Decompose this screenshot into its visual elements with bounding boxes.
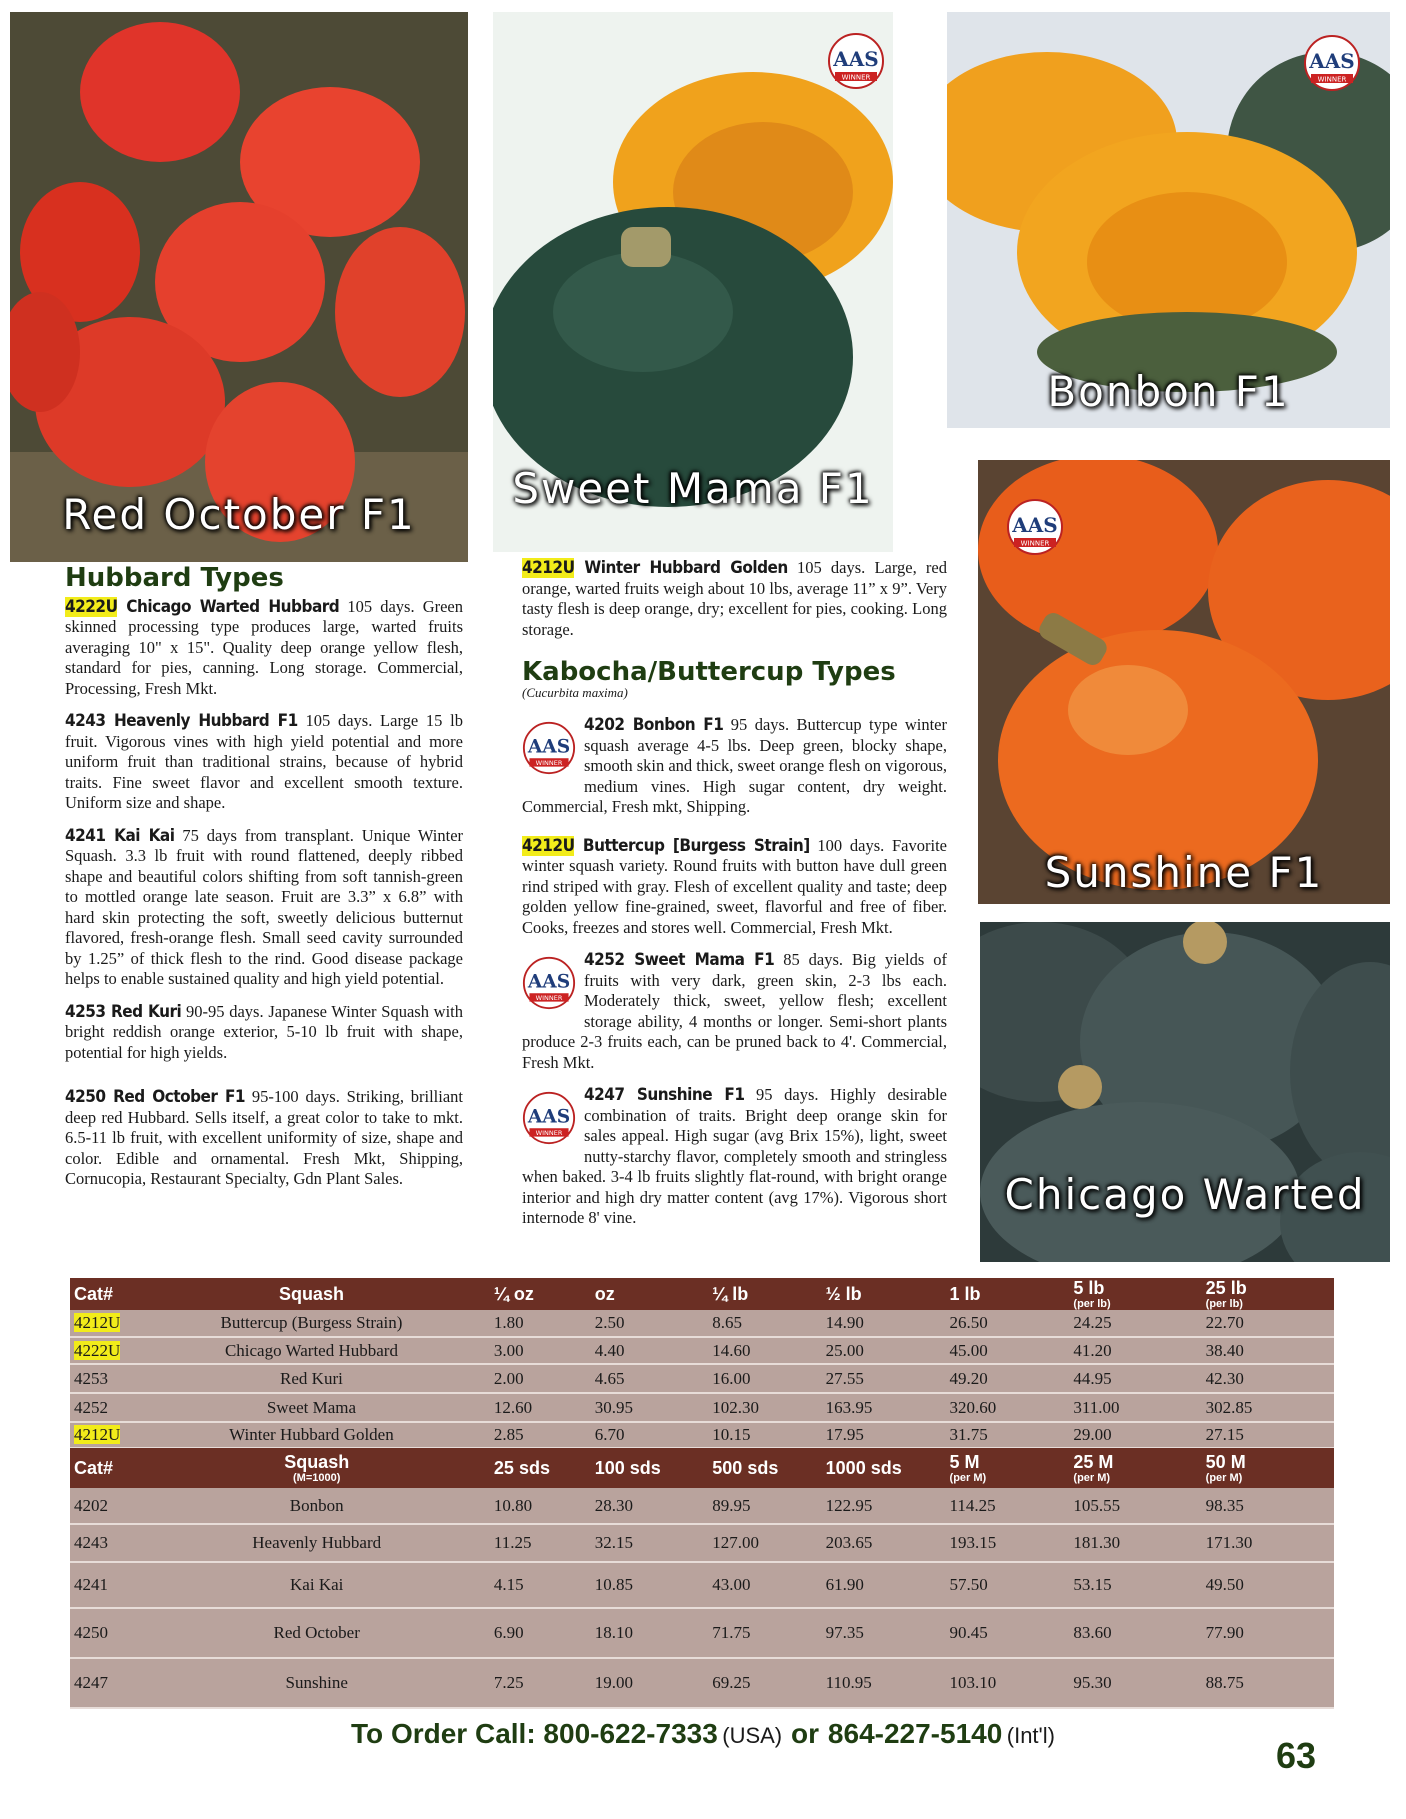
- aas-winner-icon: [522, 956, 576, 1010]
- column-header: oz: [594, 1283, 615, 1304]
- page-number: 63: [1276, 1735, 1317, 1776]
- column-header: 25 lb (per lb): [1205, 1278, 1247, 1310]
- column-header: 50 M (per M): [1205, 1452, 1246, 1484]
- catalog-number: 4202: [584, 715, 625, 735]
- variety-description: 105 days. Large 15 lb fruit. Vigorous vines with high yield potential and more uniform fruit than traditional strains, because of hybrid traits. Fine sweet flavor and excellent smooth texture. Uniform size and shape.: [65, 711, 463, 812]
- column-header: 25 M (per M): [1073, 1452, 1114, 1484]
- entry-4250: [65, 1087, 463, 1190]
- entry-4241: [65, 826, 463, 990]
- photo-caption: Sunshine F1: [1044, 848, 1324, 897]
- photo-bonbon: [947, 12, 1390, 428]
- table-header-row: [70, 1448, 1334, 1488]
- svg-text:AAS: AAS: [833, 47, 879, 71]
- column-header: 25 sds: [493, 1457, 550, 1478]
- catalog-number: 4253: [65, 1001, 106, 1022]
- column-header: 1000 sds: [825, 1457, 902, 1478]
- table-row: 4250 Red October 6.90 18.10 71.75 97.35 90.45 83.60 77.90: [70, 1608, 1334, 1658]
- entry-4252: [522, 950, 947, 1073]
- order-phone-intl: 864-227-5140: [827, 1718, 1003, 1749]
- table-row: 4252 Sweet Mama 12.60 30.95 102.30 163.95 320.60 311.00 302.85: [70, 1393, 1334, 1422]
- variety-name: Red October F1: [113, 1087, 246, 1107]
- variety-description: 105 days. Large, red orange, warted fruits weigh about 10 lbs, average 11” x 9”. Very tasty flesh is deep orange, dry; excellent for pies, cooking. Long storage.: [522, 558, 947, 639]
- column-header: 5 M (per M): [949, 1452, 987, 1484]
- kabocha-section: [522, 558, 947, 1241]
- variety-description: 95-100 days. Striking, brilliant deep red Hubbard. Sells itself, a great color to take to mkt. 6.5-11 lb fruit, with excellent uniformity of size, shape and color. Edible and ornamental. Fresh Mkt, Shipping, Cornucopia, Restaurant Specialty, Gdn Plant Sales.: [65, 1087, 463, 1188]
- photo-chicago-warted: [980, 922, 1390, 1262]
- aas-winner-icon: [1006, 498, 1064, 556]
- variety-name: Winter Hubbard Golden: [584, 558, 788, 578]
- usa-label: (USA): [722, 1723, 783, 1748]
- svg-text:WINNER: WINNER: [841, 73, 871, 82]
- svg-text:WINNER: WINNER: [535, 759, 563, 768]
- svg-text:WINNER: WINNER: [535, 994, 563, 1003]
- entry-4212u-golden: [522, 558, 947, 640]
- column-header: ½ lb: [825, 1283, 862, 1304]
- variety-description: 85 days. Big yields of fruits with very dark, green skin, 2-3 lbs each. Moderately thick, sweet, yellow flesh; excellent storage ability, 4 months or longer. Semi-short plants produce 2-3 fruits each, can be pruned back to 4'. Commercial, Fresh Mkt.: [522, 950, 947, 1072]
- table-row: 4212U Winter Hubbard Golden 2.85 6.70 10.15 17.95 31.75 29.00 27.15: [70, 1422, 1334, 1448]
- variety-name: Bonbon F1: [632, 715, 724, 735]
- photo-caption: Sweet Mama F1: [512, 464, 874, 513]
- catalog-number: 4212U: [522, 835, 575, 856]
- svg-text:AAS: AAS: [1309, 49, 1355, 73]
- catalog-number: 4243: [65, 711, 106, 731]
- aas-winner-icon: [827, 32, 885, 90]
- svg-text:WINNER: WINNER: [1020, 539, 1050, 548]
- variety-description: 90-95 days. Japanese Winter Squash with bright reddish orange exterior, 5-10 lb fruit with shape, potential for high yields.: [65, 1001, 464, 1062]
- photo-red-october: [10, 12, 468, 562]
- variety-name: Chicago Warted Hubbard: [126, 596, 340, 617]
- photo-caption: Chicago Warted: [1004, 1170, 1366, 1219]
- aas-winner-icon: [522, 721, 576, 775]
- column-header: ¼ lb: [712, 1283, 749, 1304]
- column-header: Cat#: [74, 1283, 114, 1304]
- variety-name: Sweet Mama F1: [634, 950, 775, 970]
- variety-description: 100 days. Favorite winter squash variety. Round fruits with button have dull green rind striped with gray. Flesh of excellent quality and taste; deep golden yellow fine-grained, sweet, flavorful and free of fiber. Cooks, freezes and stores well. Commercial, Fresh Mkt.: [522, 835, 947, 937]
- section-title-hubbard: Hubbard Types: [65, 563, 284, 593]
- catalog-number: 4250: [65, 1087, 106, 1107]
- entry-4212u-buttercup: [522, 836, 947, 939]
- intl-label: (Int'l): [1006, 1723, 1055, 1748]
- aas-winner-icon: [1303, 34, 1361, 92]
- variety-name: Red Kuri: [111, 1001, 182, 1022]
- variety-description: 75 days from transplant. Unique Winter Squash. 3.3 lb fruit with round flattened, deeply ribbed shape and beautiful colors shifting from soft tannish-green to mottled orange late season. Fruit are 3.3” x 6.8” with hard skin protecting the soft, sweetly delicious butternut flavored, fresh-orange flesh. Small seed cavity surrounded by 1.25” of thick flesh to the rind. Good disease package helps to enable sustained quality and high yield potential.: [65, 825, 464, 988]
- table-row: 4253 Red Kuri 2.00 4.65 16.00 27.55 49.20 44.95 42.30: [70, 1364, 1334, 1393]
- column-header: Cat#: [74, 1457, 114, 1478]
- table-row: 4202 Bonbon 10.80 28.30 89.95 122.95 114.25 105.55 98.35: [70, 1488, 1334, 1524]
- or-label: or: [791, 1718, 820, 1749]
- catalog-number: 4241: [65, 825, 106, 846]
- catalog-number: 4247: [584, 1085, 625, 1105]
- variety-description: 95 days. Highly desirable combination of traits. Bright deep orange skin for sales appeal. High sugar (avg Brix 15%), light, sweet nutty-starchy flavor, completely smooth and stringless when baked. 3-4 lb fruits slightly flat-round, with bright orange interior and high dry matter content (avg 17%). Vigorous short internode 8' vine.: [522, 1085, 947, 1227]
- order-footer: [0, 1718, 1406, 1750]
- table-row: 4243 Heavenly Hubbard 11.25 32.15 127.00 203.65 193.15 181.30 171.30: [70, 1524, 1334, 1562]
- table-header-row: [70, 1278, 1334, 1310]
- entry-4253: [65, 1002, 463, 1064]
- price-table-weight: [70, 1278, 1334, 1449]
- entry-4222u: [65, 597, 463, 700]
- table-row: 4241 Kai Kai 4.15 10.85 43.00 61.90 57.50 53.15 49.50: [70, 1562, 1334, 1608]
- aas-winner-icon: [522, 1091, 576, 1145]
- catalog-number: 4252: [584, 950, 625, 970]
- svg-text:AAS: AAS: [527, 736, 571, 758]
- table-row: 4212U Buttercup (Burgess Strain) 1.80 2.50 8.65 14.90 26.50 24.25 22.70: [70, 1310, 1334, 1337]
- column-header: 1 lb: [949, 1283, 981, 1304]
- photo-sunshine: [978, 460, 1390, 904]
- photo-sweet-mama: [493, 12, 893, 552]
- photo-caption: Bonbon F1: [1047, 367, 1290, 416]
- variety-description: 95 days. Buttercup type winter squash average 4-5 lbs. Deep green, blocky shape, smooth skin and thick, sweet orange flesh on vigorous, medium vines. High sugar content, dry weight. Commercial, Fresh mkt, Shipping.: [522, 715, 947, 816]
- svg-text:AAS: AAS: [1012, 513, 1058, 537]
- variety-name: Kai Kai: [114, 825, 175, 846]
- svg-text:AAS: AAS: [527, 971, 571, 993]
- column-header: 500 sds: [712, 1457, 779, 1478]
- variety-description: 105 days. Green skinned processing type produces large, warted fruits averaging 10" x 15". Quality deep orange yellow flesh, standard for pies, canning. Long storage. Commercial, Processing, Fresh Mkt.: [65, 596, 463, 698]
- entry-4243: [65, 711, 463, 814]
- latin-name: (Cucurbita maxima): [522, 684, 628, 700]
- section-title-kabocha: Kabocha/Buttercup Types: [522, 657, 896, 687]
- table-row: 4222U Chicago Warted Hubbard 3.00 4.40 14.60 25.00 45.00 41.20 38.40: [70, 1337, 1334, 1364]
- column-header: Squash (M=1000): [284, 1452, 350, 1484]
- order-phone-usa: To Order Call: 800-622-7333: [351, 1718, 718, 1749]
- column-header: Squash: [278, 1283, 344, 1304]
- svg-text:WINNER: WINNER: [535, 1129, 563, 1138]
- variety-name: Heavenly Hubbard F1: [114, 711, 298, 731]
- catalog-number: 4222U: [65, 596, 118, 617]
- hubbard-section: [65, 563, 464, 1202]
- column-header: 5 lb (per lb): [1073, 1278, 1111, 1310]
- column-header: ¼ oz: [493, 1283, 534, 1304]
- photo-caption: Red October F1: [62, 490, 416, 539]
- column-header: 100 sds: [594, 1457, 661, 1478]
- svg-text:AAS: AAS: [527, 1106, 571, 1128]
- entry-4202: [522, 715, 947, 818]
- svg-text:WINNER: WINNER: [1317, 75, 1347, 84]
- variety-name: Sunshine F1: [636, 1085, 745, 1105]
- entry-4247: [522, 1085, 947, 1229]
- red-october-squash-image: [10, 12, 468, 562]
- price-table-seeds: [70, 1448, 1334, 1709]
- variety-name: Buttercup [Burgess Strain]: [582, 835, 810, 856]
- table-row: 4247 Sunshine 7.25 19.00 69.25 110.95 103.10 95.30 88.75: [70, 1658, 1334, 1708]
- catalog-number: 4212U: [522, 558, 575, 578]
